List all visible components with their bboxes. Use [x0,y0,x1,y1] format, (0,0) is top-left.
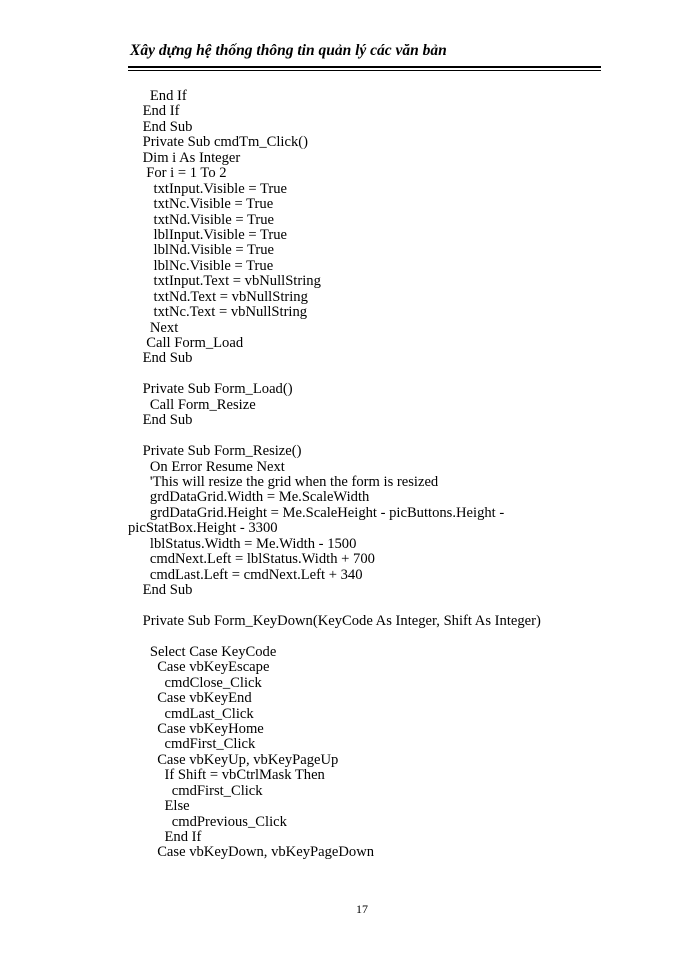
code-line: cmdLast.Left = cmdNext.Left + 340 [128,566,363,583]
code-listing [128,89,588,861]
code-line: txtInput.Visible = True [128,180,287,197]
code-line: End Sub [128,582,193,598]
code-line: cmdClose_Click [128,674,262,691]
code-line: lblNd.Visible = True [128,242,275,259]
code-line: txtNd.Text = vbNullString [128,288,308,305]
code-line: cmdFirst_Click [128,736,256,753]
code-line [128,367,588,382]
code-line: Private Sub Form_KeyDown(KeyCode As Integer, Shift As Integer) [128,612,541,629]
code-line: End Sub [128,350,193,367]
code-line: Else [128,798,190,815]
code-line: grdDataGrid.Width = Me.ScaleWidth [128,489,370,506]
code-line: cmdFirst_Click [128,782,263,799]
code-line [128,429,588,444]
code-line [128,598,588,613]
code-line: txtNd.Visible = True [128,211,275,228]
code-line: picStatBox.Height - 3300 [128,520,278,537]
code-line: Call Form_Resize [128,396,256,413]
code-line: End If [128,103,180,120]
code-line: Dim i As Integer [128,149,241,166]
code-line: Private Sub cmdTm_Click() [128,134,308,151]
code-line: Case vbKeyEnd [128,690,252,707]
header-rule-thick [128,66,601,68]
code-line: lblNc.Visible = True [128,257,274,274]
header-rule-thin [128,70,601,71]
code-line: Private Sub Form_Resize() [128,443,302,460]
code-line: Select Case KeyCode [128,643,277,660]
code-line: lblStatus.Width = Me.Width - 1500 [128,535,357,552]
code-line: Private Sub Form_Load() [128,381,293,398]
code-line: 'This will resize the grid when the form is resized [128,473,439,490]
code-line: Call Form_Load [128,335,244,351]
code-line: End If [128,88,187,104]
code-line: Case vbKeyHome [128,720,264,737]
page-number: 17 [356,902,368,916]
code-line: txtInput.Text = vbNullString [128,273,321,290]
code-line: cmdNext.Left = lblStatus.Width + 700 [128,551,375,568]
code-line: End If [128,829,202,845]
code-line: End Sub [128,118,193,135]
code-line: Next [128,319,179,336]
code-line: Case vbKeyUp, vbKeyPageUp [128,751,339,768]
code-line: cmdPrevious_Click [128,813,287,830]
code-line: cmdLast_Click [128,705,254,722]
code-line: On Error Resume Next [128,458,285,475]
code-line: If Shift = vbCtrlMask Then [128,767,325,784]
page-header-title: Xây dựng hệ thống thông tin quản lý các văn bản [130,42,447,59]
code-line: End Sub [128,412,193,429]
code-line: For i = 1 To 2 [128,165,227,182]
code-line: Case vbKeyDown, vbKeyPageDown [128,844,375,861]
code-line [128,629,588,644]
code-line: txtNc.Text = vbNullString [128,304,308,321]
code-line: txtNc.Visible = True [128,196,274,213]
code-line: grdDataGrid.Height = Me.ScaleHeight - picButtons.Height - [128,504,505,521]
code-line: lblInput.Visible = True [128,226,287,243]
code-line: Case vbKeyEscape [128,659,270,676]
